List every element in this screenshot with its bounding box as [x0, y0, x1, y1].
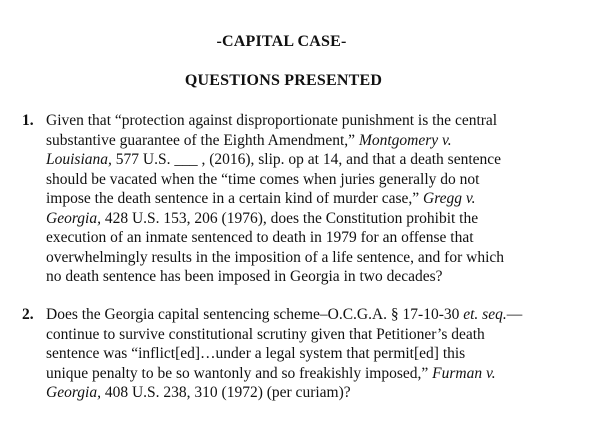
text-line: substantive guarantee of the Eighth Amendment,” Montgomery v.	[46, 131, 452, 149]
case-citation: Furman v.	[432, 364, 496, 382]
text-line: Georgia, 428 U.S. 153, 206 (1976), does the Constitution prohibit the	[46, 209, 479, 227]
text-line: no death sentence has been imposed in Georgia in two decades?	[46, 268, 443, 285]
case-citation: Georgia,	[46, 209, 101, 227]
question-text	[22, 305, 597, 403]
question-number: 1.	[22, 112, 34, 129]
text-line: overwhelmingly results in the imposition of a life sentence, and for which	[46, 248, 504, 266]
case-citation: Gregg v.	[423, 190, 476, 207]
question-1	[22, 111, 597, 287]
section-title: QUESTIONS PRESENTED	[184, 72, 383, 89]
text-line: unique penalty to be so wantonly and so freakishly imposed,” Furman v.	[46, 364, 496, 382]
text-line: Does the Georgia capital sentencing scheme–O.C.G.A. § 17-10-30 et. seq.—	[46, 306, 523, 323]
case-citation: Montgomery v.	[358, 131, 452, 149]
text-line: execution of an inmate sentenced to death in 1979 for an offense that	[46, 229, 474, 246]
text-line: Given that “protection against disproportionate punishment is the central	[46, 112, 498, 129]
case-type-heading: -CAPITAL CASE-	[216, 33, 347, 50]
text-line: sentence was “inflict[ed]…under a legal system that permit[ed] this	[46, 345, 466, 362]
text-line: impose the death sentence in a certain kind of murder case,” Gregg v.	[46, 190, 476, 207]
case-citation: Louisiana,	[46, 151, 112, 168]
case-citation: et. seq.	[463, 306, 507, 323]
text-line: Georgia, 408 U.S. 238, 310 (1972) (per curiam)?	[46, 384, 351, 401]
text-line: should be vacated when the “time comes when juries generally do not	[46, 170, 480, 188]
text-line: continue to survive constitutional scrutiny given that Petitioner’s death	[46, 325, 485, 343]
question-text	[22, 111, 597, 287]
text-line: Louisiana, 577 U.S. ___ , (2016), slip. op at 14, and that a death sentence	[46, 151, 502, 168]
case-citation: Georgia,	[46, 384, 101, 401]
question-2	[22, 305, 597, 403]
question-number: 2.	[22, 306, 34, 323]
